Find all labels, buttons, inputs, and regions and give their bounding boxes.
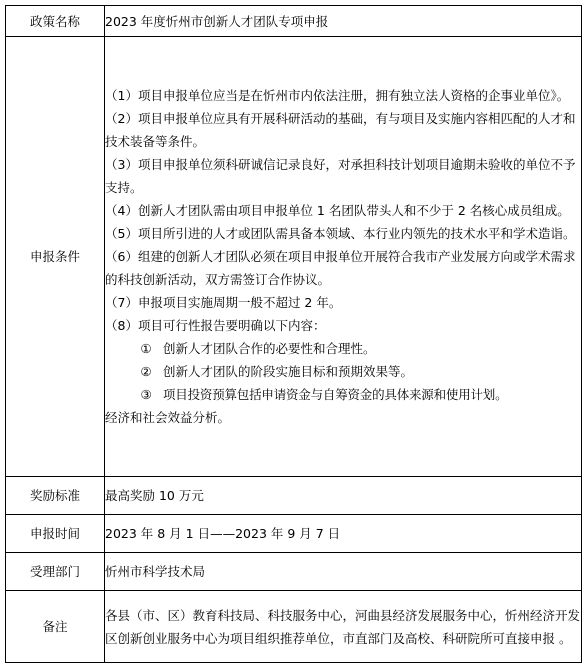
condition-item-5: （5）项目所引进的人才或团队需具备本领域、本行业内领先的技术水平和学术造诣。 — [105, 226, 576, 241]
time-value: 2023 年 8 月 1 日——2023 年 9 月 7 日 — [105, 515, 582, 553]
sub-item-marker: ① — [140, 341, 152, 356]
row-time — [6, 515, 582, 553]
policy-name-label: 政策名称 — [6, 6, 105, 37]
time-label: 申报时间 — [6, 515, 105, 553]
condition-item-8: （8）项目可行性报告要明确以下内容： — [105, 318, 326, 333]
condition-sub-item-2 — [105, 360, 581, 383]
sub-item-marker: ② — [140, 364, 152, 379]
condition-sub-item-3 — [105, 383, 581, 406]
sub-item-text: 项目投资预算包括申请资金与自筹资金的具体来源和使用计划。 — [163, 387, 508, 402]
row-department — [6, 553, 582, 591]
condition-sub-item-1 — [105, 337, 581, 360]
sub-item-text: 创新人才团队合作的必要性和合理性。 — [163, 341, 376, 356]
row-conditions — [6, 37, 582, 477]
condition-tail: 经济和社会效益分析。 — [105, 410, 231, 425]
conditions-label: 申报条件 — [6, 37, 105, 477]
remarks-value: 各县（市、区）教育科技局、科技服务中心，河曲县经济发展服务中心，忻州经济开发区创新创业服务中心为项目组织推荐单位，市直部门及高校、科研院所可直接申报 。 — [105, 591, 582, 663]
row-policy-name — [6, 6, 582, 37]
policy-name-value: 2023 年度忻州市创新人才团队专项申报 — [105, 6, 582, 37]
condition-item-3: （3）项目申报单位须科研诚信记录良好，对承担科技计划项目逾期未验收的单位不予支持。 — [105, 157, 576, 195]
award-value: 最高奖励 10 万元 — [105, 477, 582, 515]
condition-item-2: （2）项目申报单位应具有开展科研活动的基础，有与项目及实施内容相匹配的人才和技术装备等条件。 — [105, 111, 576, 149]
row-award — [6, 477, 582, 515]
row-remarks — [6, 591, 582, 663]
sub-item-marker: ③ — [140, 387, 152, 402]
condition-item-7: （7）申报项目实施周期一般不超过 2 年。 — [105, 295, 342, 310]
sub-item-text: 创新人才团队的阶段实施目标和预期效果等。 — [163, 364, 414, 379]
condition-item-6: （6）组建的创新人才团队必须在项目申报单位开展符合我市产业发展方向或学术需求的科技创新活动，双方需签订合作协议。 — [105, 249, 576, 287]
condition-item-1: （1）项目申报单位应当是在忻州市内依法注册，拥有独立法人资格的企事业单位》。 — [105, 88, 570, 103]
department-label: 受理部门 — [6, 553, 105, 591]
award-label: 奖励标准 — [6, 477, 105, 515]
department-value: 忻州市科学技术局 — [105, 553, 582, 591]
condition-item-4: （4）创新人才团队需由项目申报单位 1 名团队带头人和不少于 2 名核心成员组成。 — [105, 203, 570, 218]
remarks-label: 备注 — [6, 591, 105, 663]
policy-table — [5, 5, 582, 663]
conditions-content — [105, 37, 582, 477]
